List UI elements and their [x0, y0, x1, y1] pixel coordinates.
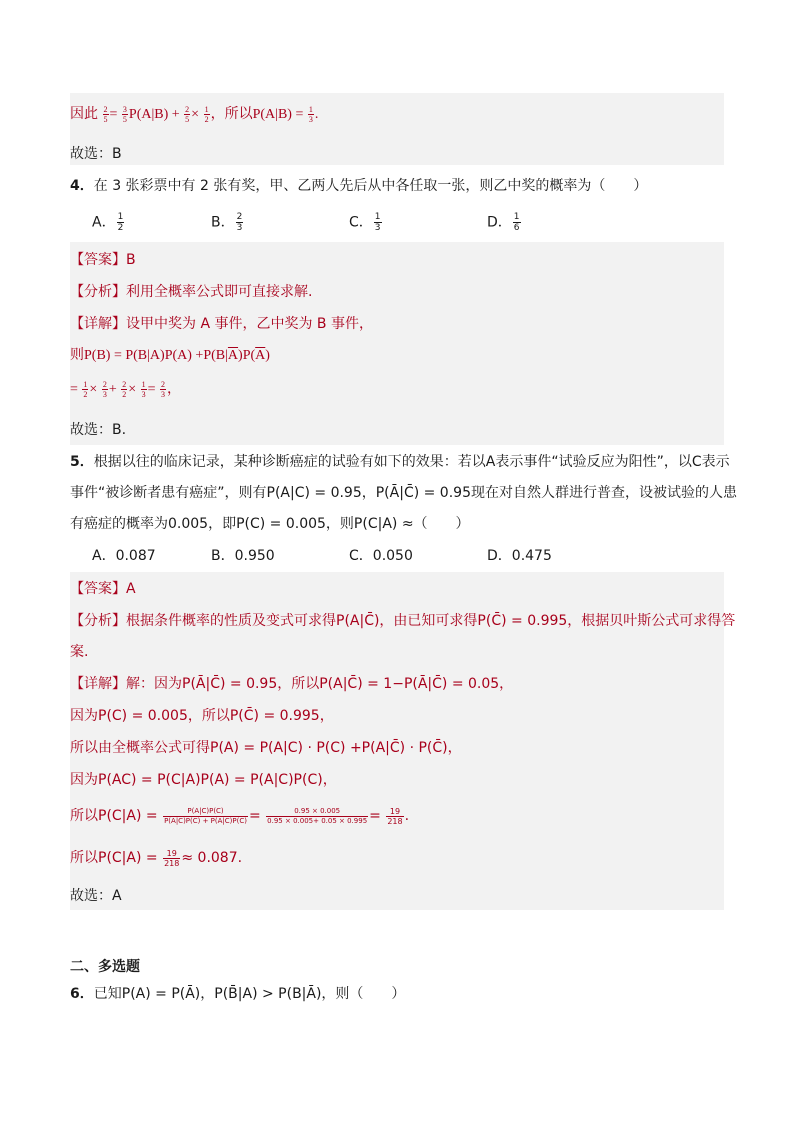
den: 2 [122, 390, 127, 400]
analysis-tag: 【分析】 [70, 613, 126, 629]
detail-text: 所以P(C|A) = [70, 808, 158, 824]
den: 3 [161, 390, 166, 400]
text: 因此 [70, 107, 98, 122]
answer-value: B [126, 252, 136, 268]
answer-tag: 【答案】 [70, 581, 126, 597]
q5-option-a [92, 546, 156, 566]
den: 218 [387, 816, 403, 826]
detail-tag: 【详解】 [70, 676, 126, 692]
prev-solution-line1: 因此 $\frac{2}{5}$ = $\frac{3}{5}$ P(A|B) + $\frac{2}{5}$ × $\frac{1}{2}$ ，所以P(A|B) = $\frac{1}{3}$ . [70, 105, 319, 125]
question-text: 有癌症的概率为0.005，即P(C) = 0.005，则P(C|A) ≈（ ） [70, 516, 470, 532]
text: ， [167, 382, 182, 397]
question-text: 在 3 张彩票中有 2 张有奖，甲、乙两人先后从中各任取一张，则乙中奖的概率为（ ） [93, 178, 648, 194]
question-text: 已知P(A) = P(Ā)，P(B̄|A) > P(B|Ā)，则（ ） [93, 986, 406, 1002]
q4-option-b [211, 212, 244, 233]
num: 2 [185, 105, 190, 115]
num: 1 [513, 212, 520, 222]
q4-conclusion [70, 420, 126, 440]
question-text: 事件“被诊断者患有癌症”，则有P(A|C) = 0.95，P(Ā|C̄) = 0.95现在对自然人群进行普查，设被试验的人患 [70, 485, 737, 501]
answer-value: A [126, 581, 136, 597]
analysis-text: 根据条件概率的性质及变式可求得P(A|C̄)，由已知可求得P(C̄) = 0.995，根据贝叶斯公式可求得答 [126, 613, 736, 629]
num: 19 [163, 849, 180, 859]
fraction [184, 105, 190, 124]
question-text: 根据以往的临床记录，某种诊断癌症的试验有如下的效果：若以A表示事件“试验反应为阳性”，以C表示 [93, 454, 730, 470]
fraction [103, 105, 109, 124]
den: 5 [122, 115, 127, 125]
num: 2 [102, 380, 107, 390]
fraction [141, 380, 147, 399]
option-value: 0.087 [115, 548, 156, 564]
num: 19 [386, 807, 403, 817]
num: 1 [374, 212, 381, 222]
formula-text: )P( [238, 348, 256, 363]
text: 故选：B [70, 146, 122, 162]
fraction [160, 380, 166, 399]
detail-tag: 【详解】 [70, 316, 126, 332]
detail-text: 所以P(C|A) = [70, 850, 158, 866]
num: 0.95 × 0.005 [266, 807, 368, 817]
den: 2 [204, 115, 209, 125]
option-fraction [117, 212, 125, 233]
q4-analysis [70, 282, 312, 302]
option-label: A． [92, 214, 116, 231]
q5-detail-2 [70, 706, 334, 726]
q6-stem [70, 984, 405, 1004]
analysis-text: 利用全概率公式即可直接求解. [126, 284, 313, 300]
option-fraction [236, 212, 244, 233]
detail-text: 解：因为P(Ā|C̄) = 0.95，所以P(A|C̄) = 1−P(Ā|C̄) = 0.05， [126, 676, 514, 692]
den: 3 [308, 115, 313, 125]
den: 2 [83, 390, 88, 400]
den: 218 [164, 858, 180, 868]
detail-text: 因为P(AC) = P(C|A)P(A) = P(A|C)P(C)， [70, 772, 337, 788]
num: 1 [117, 212, 124, 222]
fraction [82, 380, 88, 399]
q5-option-c [349, 546, 413, 566]
num: 1 [308, 105, 313, 115]
prev-solution-panel [70, 93, 724, 165]
num: 2 [236, 212, 243, 222]
q4-formula2: = $\frac{1}{2}$ × $\frac{2}{3}$ + $\frac{2}{2}$ × $\frac{1}{3}$ = $\frac{2}{3}$ ， [70, 380, 182, 400]
fraction [266, 807, 368, 826]
overline-a: $\overline{A}$ [255, 348, 266, 363]
q4-solution-panel [70, 242, 724, 445]
q5-option-d [487, 546, 552, 566]
option-label: D． [487, 214, 512, 231]
analysis-tag: 【分析】 [70, 284, 126, 300]
num: 2 [161, 380, 166, 390]
text: 故选：A [70, 888, 122, 904]
q5-stem-3 [70, 514, 470, 534]
q5-analysis-2 [70, 642, 88, 662]
option-value: 0.950 [234, 548, 275, 564]
answer-tag: 【答案】 [70, 252, 126, 268]
num: 1 [204, 105, 209, 115]
q5-answer [70, 579, 136, 599]
fraction [386, 807, 403, 826]
option-fraction [374, 212, 382, 233]
q4-detail [70, 314, 373, 334]
option-label: C． [349, 548, 373, 564]
q5-option-b [211, 546, 275, 566]
fraction [163, 807, 248, 826]
option-value: 0.475 [511, 548, 552, 564]
q5-detail-1 [70, 674, 513, 694]
fraction [308, 105, 314, 124]
option-value: 0.050 [372, 548, 413, 564]
den: 5 [185, 115, 190, 125]
q4-answer [70, 250, 136, 270]
question-number: 6． [70, 986, 94, 1002]
option-label: B． [211, 214, 235, 231]
den: 6 [513, 223, 520, 233]
question-number: 4． [70, 178, 94, 194]
fraction [122, 105, 128, 124]
detail-text: 设甲中奖为 A 事件，乙中奖为 B 事件， [126, 316, 373, 332]
den: 2 [117, 223, 124, 233]
option-label: A． [92, 548, 116, 564]
overline-a: $\overline{A}$ [227, 348, 239, 363]
q5-detail-4 [70, 770, 337, 790]
fraction [102, 380, 108, 399]
q4-option-d [487, 212, 522, 233]
option-label: B． [211, 548, 235, 564]
q5-detail-6 [70, 848, 242, 868]
fraction [163, 849, 180, 868]
den: 3 [141, 390, 146, 400]
den: 0.95 × 0.005+ 0.05 × 0.995 [267, 816, 368, 825]
q5-stem-2 [70, 483, 737, 503]
fraction [204, 105, 210, 124]
num: 3 [122, 105, 127, 115]
detail-text: 所以由全概率公式可得P(A) = P(A|C) · P(C) +P(A|C̄) · P(C̄)， [70, 740, 462, 756]
den: P(A|C)P(C) + P(A|C̄)P(C̄) [164, 816, 247, 825]
formula-text: 则P(B) = P(B|A)P(A) +P(B| [70, 348, 228, 363]
num: P(A|C)P(C) [163, 807, 248, 817]
section-title: 二、多选题 [70, 959, 140, 975]
option-fraction [513, 212, 521, 233]
text: 故选：B. [70, 422, 127, 438]
q5-detail-5: 所以P(C|A) = $\frac{P(A|C)P(C)}{P(A|C)P(C) + P(A|C̄)P(C̄)}$ = $\frac{0.95 \times 0.005}{0.95 \times 0.005+ 0.05 \times 0.995}$ = $\frac{19}{218}$ . [70, 806, 410, 826]
q5-detail-3 [70, 738, 462, 758]
num: 2 [103, 105, 108, 115]
num: 1 [83, 380, 88, 390]
num: 2 [122, 380, 127, 390]
option-label: D． [487, 548, 512, 564]
den: 3 [374, 223, 381, 233]
q5-conclusion [70, 886, 122, 906]
q4-stem [70, 176, 647, 196]
q4-formula1: 则$P(B) = P(B|A)P(A) +P(B|\overline{A})P(\overline{A})$ [70, 348, 270, 363]
num: 1 [141, 380, 146, 390]
analysis-text: 案. [70, 644, 89, 660]
detail-text: ≈ 0.087. [181, 850, 243, 866]
fraction [121, 380, 127, 399]
q4-option-c [349, 212, 383, 233]
q4-option-a [92, 212, 125, 233]
text: P(A|B) + [128, 107, 180, 122]
prev-solution-line2 [70, 144, 122, 164]
q5-stem-1 [70, 452, 730, 472]
detail-text: 因为P(C) = 0.005，所以P(C̄) = 0.995， [70, 708, 334, 724]
option-label: C． [349, 214, 373, 231]
text: ，所以P(A|B) = [210, 107, 304, 122]
q5-analysis-1 [70, 611, 735, 631]
den: 5 [103, 115, 108, 125]
question-number: 5． [70, 454, 94, 470]
den: 3 [102, 390, 107, 400]
den: 3 [236, 223, 243, 233]
